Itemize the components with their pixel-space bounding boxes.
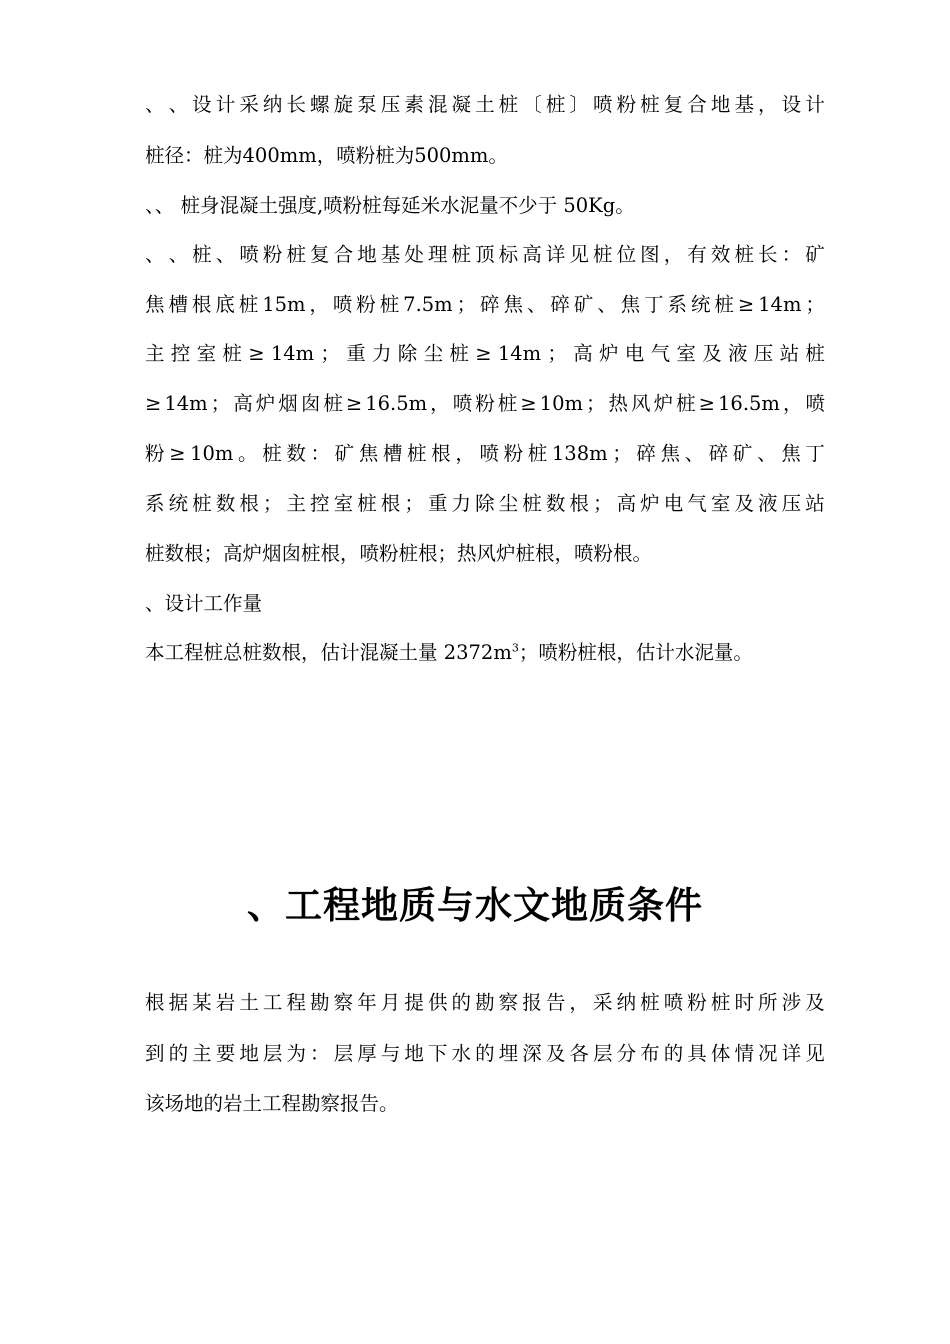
text-glyph: 数 [286, 442, 306, 465]
text-glyph: ， [663, 243, 684, 266]
text-glyph: 力 [451, 492, 472, 515]
text-glyph: 察 [498, 991, 519, 1014]
text-glyph: ， [309, 293, 329, 316]
text-glyph: 地 [404, 1042, 424, 1065]
text-glyph: 根 [191, 293, 212, 316]
paragraph-line [145, 640, 825, 666]
text-glyph: 根 [431, 442, 451, 465]
text-glyph: 喷 [332, 293, 353, 316]
text-glyph: 有 [687, 243, 707, 266]
text-glyph: 见 [805, 1042, 825, 1065]
text-glyph: 根 [145, 991, 165, 1014]
text-glyph: ≥ [169, 442, 186, 465]
paragraph-line: 、、 桩身混凝土强度,喷粉桩每延米水泥量不少于 50Kg。 [145, 194, 635, 217]
text-glyph: 位 [616, 243, 637, 266]
text-glyph: 深 [522, 1042, 542, 1065]
text-glyph: 计 [215, 93, 236, 116]
text-glyph: ； [404, 492, 424, 515]
text-glyph: 粉 [356, 293, 376, 316]
text-glyph: 详 [545, 243, 566, 266]
text-glyph: 数 [545, 492, 566, 515]
text-glyph: 14m [164, 392, 208, 415]
text-glyph: 合 [687, 93, 707, 116]
text-glyph: 系 [667, 293, 688, 316]
text-glyph: 为 [286, 1042, 306, 1065]
text-glyph: 土 [475, 93, 495, 116]
text-glyph: 10m [539, 392, 583, 415]
text-glyph: ； [456, 293, 477, 316]
text-glyph: 桩 [222, 342, 242, 365]
text-glyph: 尘 [423, 342, 444, 365]
text-glyph: 14m [270, 342, 315, 365]
text-glyph: 高 [522, 243, 542, 266]
text-glyph: ， [758, 93, 778, 116]
text-glyph: 碎 [636, 442, 656, 465]
text-glyph: 据 [168, 991, 189, 1014]
text-glyph: ； [210, 392, 231, 415]
text-glyph: 桩 [262, 442, 282, 465]
text-glyph: 与 [380, 1042, 401, 1065]
text-glyph: 螺 [310, 93, 330, 116]
text-glyph: 力 [372, 342, 392, 365]
text-glyph: 桩 [710, 991, 731, 1014]
text-glyph: 焦 [358, 442, 379, 465]
text-glyph: 控 [170, 342, 191, 365]
text-glyph: 及 [702, 342, 722, 365]
text-glyph: 、 [684, 442, 705, 465]
text-glyph: 〕 [569, 93, 589, 116]
paragraph-line: 该场地的岩土工程勘察报告。 [145, 1092, 399, 1115]
text-glyph: 到 [145, 1042, 165, 1065]
text-glyph: 根 [239, 492, 259, 515]
text-glyph: 素 [404, 93, 424, 116]
text-glyph: 7.5m [403, 293, 453, 316]
text-glyph: 碎 [480, 293, 500, 316]
text-glyph: 10m [190, 442, 234, 465]
text-glyph: 液 [758, 492, 778, 515]
text-glyph: 层 [333, 1042, 354, 1065]
text-glyph: 重 [427, 492, 448, 515]
text-glyph: 除 [397, 342, 418, 365]
text-glyph: ， [430, 392, 450, 415]
text-glyph: 尘 [498, 492, 519, 515]
text-glyph: 烟 [278, 392, 298, 415]
text-glyph: 碎 [550, 293, 570, 316]
text-glyph: 复 [663, 93, 684, 116]
superscript: 3 [511, 641, 519, 655]
text-glyph: 岩 [215, 991, 236, 1014]
text-glyph: 程 [286, 991, 306, 1014]
text-glyph: 桩 [449, 342, 469, 365]
text-glyph: 粉 [503, 442, 524, 465]
text-glyph: 气 [687, 492, 707, 515]
text-glyph: ≥ [248, 342, 265, 365]
text-glyph: 喷 [452, 392, 473, 415]
text-glyph: 层 [262, 1042, 283, 1065]
text-glyph: 16.5m [718, 392, 780, 415]
text-glyph: 情 [734, 1042, 754, 1065]
text-glyph: ≥ [345, 392, 363, 415]
text-glyph: 、 [145, 93, 165, 116]
text-glyph: 桩 [323, 392, 343, 415]
text-glyph: 桩 [451, 243, 472, 266]
text-glyph: 。 [238, 442, 258, 465]
text-glyph: 138m [551, 442, 608, 465]
text-glyph: 丁 [644, 293, 664, 316]
text-glyph: 见 [569, 243, 589, 266]
paragraph-line [145, 242, 825, 268]
text-glyph: 炉 [640, 492, 660, 515]
text-glyph: 气 [650, 342, 671, 365]
text-glyph: 分 [616, 1042, 637, 1065]
text-glyph: 地 [710, 93, 731, 116]
paragraph-line [145, 391, 825, 417]
text-glyph: 16.5m [365, 392, 428, 415]
text-glyph: 效 [710, 243, 731, 266]
text-glyph: 下 [427, 1042, 448, 1065]
text-glyph: ； [592, 492, 613, 515]
text-glyph: 凝 [451, 93, 472, 116]
text-glyph: 碎 [708, 442, 729, 465]
text-glyph: 桩 [379, 293, 400, 316]
text-glyph: 矿 [805, 243, 825, 266]
text-glyph: 桩 [676, 392, 696, 415]
text-glyph: 炉 [599, 342, 619, 365]
text-glyph: 焦 [781, 442, 801, 465]
section-heading: 、工程地质与水文地质条件 [247, 883, 703, 927]
text-glyph: 粉 [145, 442, 165, 465]
text-glyph: 采 [592, 991, 613, 1014]
text-glyph: 水 [451, 1042, 472, 1065]
text-glyph: 粉 [687, 991, 707, 1014]
paragraph-line: 桩数根；高炉烟囱桩根，喷粉桩根；热风炉桩根，喷粉根。 [145, 542, 653, 565]
text-glyph: 槽 [382, 442, 403, 465]
subsection-title: 、设计工作量 [145, 592, 263, 615]
text-glyph: 、 [168, 243, 189, 266]
text-glyph: 粉 [475, 392, 495, 415]
text-glyph: ； [805, 293, 825, 316]
text-glyph: 压 [753, 342, 774, 365]
text-glyph: 纳 [262, 93, 283, 116]
text-glyph: 桩 [640, 991, 660, 1014]
text-glyph: 矿 [732, 442, 753, 465]
text-glyph: 桩 [192, 243, 212, 266]
text-glyph: 喷 [663, 991, 684, 1014]
text-glyph: 室 [676, 342, 696, 365]
text-glyph: ≥ [520, 392, 537, 415]
text-glyph: 计 [805, 93, 825, 116]
text-glyph: 复 [310, 243, 330, 266]
text-glyph: ≥ [698, 392, 715, 415]
text-glyph: 及 [805, 991, 825, 1014]
text-glyph: 高 [616, 492, 637, 515]
text-glyph: 处 [404, 243, 424, 266]
text-glyph: 埋 [498, 1042, 519, 1065]
text-glyph: 的 [168, 1042, 189, 1065]
text-glyph: 站 [779, 342, 800, 365]
text-glyph: 察 [333, 991, 354, 1014]
text-glyph: 某 [192, 991, 212, 1014]
text-glyph: 图 [640, 243, 660, 266]
text-glyph: 桩 [497, 392, 518, 415]
text-glyph: 桩 [805, 342, 825, 365]
text-glyph: 桩 [545, 93, 566, 116]
text-glyph: 、 [597, 293, 617, 316]
text-glyph: ≥ [475, 342, 492, 365]
text-glyph: 勘 [310, 991, 330, 1014]
text-glyph: 矿 [573, 293, 594, 316]
text-glyph: 主 [145, 342, 165, 365]
text-glyph: 所 [758, 991, 778, 1014]
text-glyph: 焦 [503, 293, 523, 316]
text-glyph: 况 [758, 1042, 778, 1065]
text-glyph: 采 [239, 93, 259, 116]
text-glyph: 混 [427, 93, 448, 116]
text-glyph: 桩 [734, 243, 754, 266]
text-glyph: 桩 [407, 442, 427, 465]
text-glyph: 〔 [522, 93, 542, 116]
text-glyph: 地 [239, 1042, 259, 1065]
text-glyph: 、 [215, 243, 236, 266]
text-glyph: 焦 [660, 442, 681, 465]
text-glyph: ： [310, 1042, 330, 1065]
text-glyph: 、 [757, 442, 777, 465]
text-glyph: 、 [145, 243, 165, 266]
text-glyph: ： [310, 442, 330, 465]
text-glyph: 底 [215, 293, 235, 316]
text-glyph: 桩 [640, 93, 660, 116]
text-glyph: ； [320, 342, 340, 365]
text-glyph: 室 [710, 492, 731, 515]
text-glyph: 焦 [620, 293, 641, 316]
text-glyph: 高 [573, 342, 593, 365]
text-glyph: 喷 [479, 442, 499, 465]
text-glyph: 桩 [522, 492, 542, 515]
text-glyph: 供 [427, 991, 448, 1014]
text-glyph: ≥ [737, 293, 755, 316]
text-glyph: 桩 [714, 293, 734, 316]
text-glyph: 风 [631, 392, 651, 415]
text-glyph: 顶 [475, 243, 495, 266]
text-glyph: 的 [475, 1042, 495, 1065]
text-glyph: 站 [805, 492, 825, 515]
text-glyph: 室 [333, 492, 354, 515]
text-glyph: 主 [286, 492, 306, 515]
text-glyph: 告 [545, 991, 566, 1014]
text-glyph: 桩 [192, 492, 212, 515]
text-glyph: 电 [624, 342, 645, 365]
text-glyph: 压 [380, 93, 401, 116]
text-glyph: 矿 [334, 442, 355, 465]
text-glyph: 各 [569, 1042, 589, 1065]
text-glyph: 电 [663, 492, 684, 515]
text-glyph: 槽 [168, 293, 188, 316]
text-glyph: 工 [262, 991, 283, 1014]
text-run: ；喷粉桩根，估计水泥量。 [518, 641, 753, 664]
text-glyph: 根 [569, 492, 589, 515]
text-glyph: 桩 [527, 442, 548, 465]
text-glyph: 具 [687, 1042, 707, 1065]
text-glyph: 液 [727, 342, 748, 365]
text-glyph: ； [612, 442, 632, 465]
text-glyph: 详 [781, 1042, 802, 1065]
text-glyph: 系 [145, 492, 165, 515]
text-glyph: 理 [427, 243, 448, 266]
text-glyph: 桩 [238, 293, 259, 316]
text-glyph: 层 [592, 1042, 613, 1065]
text-glyph: 提 [404, 991, 424, 1014]
text-glyph: 14m [497, 342, 542, 365]
text-glyph: 桩 [357, 492, 377, 515]
text-glyph: 体 [710, 1042, 731, 1065]
text-glyph: 热 [608, 392, 629, 415]
paragraph-line: 桩径：桩为400mm，喷粉桩为500mm。 [145, 144, 508, 167]
text-glyph: 纳 [616, 991, 637, 1014]
text-glyph: 根 [380, 492, 401, 515]
text-glyph: 压 [781, 492, 802, 515]
text-glyph: 控 [310, 492, 330, 515]
text-glyph: 设 [781, 93, 802, 116]
paragraph-line [145, 491, 825, 517]
paragraph-line [145, 441, 825, 467]
text-glyph: ； [585, 392, 606, 415]
text-glyph: 炉 [653, 392, 674, 415]
text-glyph: ， [569, 991, 589, 1014]
text-glyph: 标 [498, 243, 519, 266]
text-glyph: 统 [690, 293, 711, 316]
paragraph-line [145, 1041, 825, 1067]
paragraph-line [145, 92, 825, 118]
text-glyph: 及 [734, 492, 754, 515]
text-glyph: 泵 [357, 93, 377, 116]
text-glyph: 基 [734, 93, 754, 116]
text-glyph: 主 [192, 1042, 212, 1065]
text-glyph: ， [455, 442, 475, 465]
text-glyph: ， [782, 392, 803, 415]
text-run: 本工程桩总桩数根，估计混凝土量 2372m [145, 641, 512, 664]
text-glyph: 粉 [616, 93, 637, 116]
text-glyph: 月 [380, 991, 401, 1014]
text-glyph: 合 [333, 243, 354, 266]
text-glyph: 重 [346, 342, 366, 365]
text-glyph: 粉 [262, 243, 283, 266]
text-glyph: 旋 [333, 93, 354, 116]
text-glyph: 统 [168, 492, 189, 515]
text-glyph: 桩 [286, 243, 306, 266]
text-glyph: 的 [451, 991, 472, 1014]
text-glyph: 报 [522, 991, 542, 1014]
text-glyph: 15m [262, 293, 306, 316]
text-glyph: 囱 [300, 392, 321, 415]
text-glyph: 时 [734, 991, 754, 1014]
text-glyph: 桩 [498, 93, 519, 116]
text-glyph: 喷 [805, 392, 825, 415]
text-glyph: 勘 [475, 991, 495, 1014]
text-glyph: 要 [215, 1042, 236, 1065]
text-glyph: 年 [357, 991, 377, 1014]
text-glyph: 桩 [592, 243, 613, 266]
text-glyph: 高 [233, 392, 253, 415]
text-glyph: 14m [758, 293, 802, 316]
paragraph-line [145, 292, 825, 318]
text-glyph: 丁 [805, 442, 825, 465]
text-glyph: 厚 [357, 1042, 377, 1065]
text-glyph: ≥ [145, 392, 162, 415]
paragraph-line [145, 341, 825, 367]
text-glyph: 、 [168, 93, 189, 116]
text-glyph: ； [262, 492, 283, 515]
text-glyph: 长 [286, 93, 306, 116]
text-glyph: 土 [239, 991, 259, 1014]
text-glyph: 喷 [239, 243, 259, 266]
text-glyph: 基 [380, 243, 401, 266]
text-glyph: 涉 [781, 991, 802, 1014]
text-glyph: 炉 [255, 392, 276, 415]
text-glyph: 地 [357, 243, 377, 266]
paragraph-line [145, 990, 825, 1016]
text-glyph: 及 [545, 1042, 566, 1065]
text-glyph: 、 [526, 293, 547, 316]
text-glyph: 布 [640, 1042, 660, 1065]
text-glyph: ： [781, 243, 802, 266]
text-glyph: 长 [758, 243, 778, 266]
text-glyph: 数 [215, 492, 236, 515]
text-glyph: 设 [192, 93, 212, 116]
text-glyph: 除 [475, 492, 495, 515]
text-glyph: 的 [663, 1042, 684, 1065]
text-glyph: 喷 [592, 93, 613, 116]
text-glyph: ； [547, 342, 567, 365]
text-glyph: 室 [196, 342, 217, 365]
text-glyph: 焦 [145, 293, 165, 316]
